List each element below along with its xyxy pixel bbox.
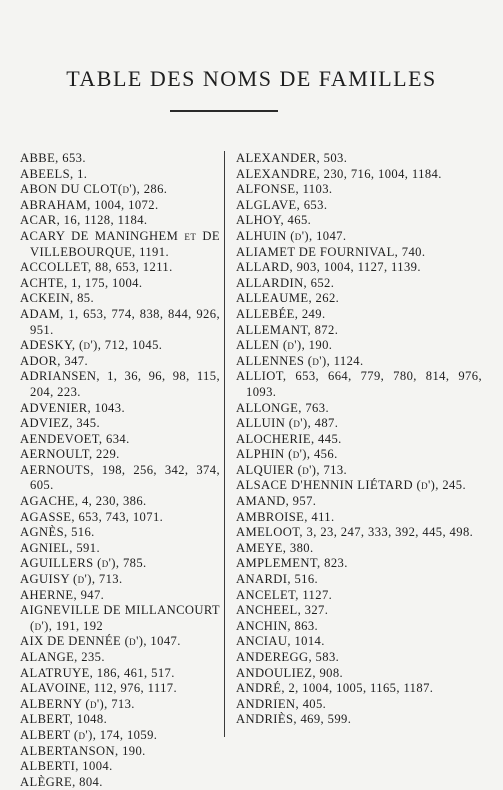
index-entry: ALEXANDER, 503. [236, 151, 348, 165]
index-entry: ALQUIER (d'), 713. [236, 462, 348, 477]
index-entry: ADAM, 1, 653, 774, 838, 844, 926, 951. [20, 306, 220, 337]
index-entry: ALBERT (d'), 174, 1059. [20, 727, 158, 742]
index-entry: ALBERTANSON, 190. [20, 743, 146, 758]
index-entry: ALBERT, 1048. [20, 712, 108, 727]
index-entry: ALLENNES (d'), 1124. [236, 353, 364, 368]
index-entry: ALLARD, 903, 1004, 1127, 1139. [236, 260, 421, 275]
index-entry: AMPLEMENT, 823. [236, 556, 348, 571]
index-entry: ACARY DE MANINGHEM et DE VILLEBOURQUE, 1191. [20, 228, 220, 259]
index-entry: ANDRIÈS, 469, 599. [236, 712, 352, 727]
index-entry: AGASSE, 653, 743, 1071. [20, 509, 164, 524]
index-entry: ALBERNY (d'), 713. [20, 696, 135, 711]
index-entry: ABEELS, 1. [20, 166, 88, 181]
index-entry: AGUILLERS (d'), 785. [20, 556, 147, 571]
column-divider [224, 151, 225, 737]
index-entry: ALBERTI, 1004. [20, 759, 113, 774]
index-entry: AERNOULT, 229. [20, 447, 120, 462]
page-title: TABLE DES NOMS DE FAMILLES [66, 66, 437, 91]
index-entry: ALHOY, 465. [236, 213, 312, 228]
index-entry: AGNIEL, 591. [20, 540, 100, 555]
right-index-column [236, 151, 482, 728]
index-entry: ALFONSE, 1103. [236, 182, 333, 197]
index-entry: AIGNEVILLE DE MILLANCOURT (d'), 191, 192 [20, 603, 220, 633]
index-entry: ANDRÉ, 2, 1004, 1005, 1165, 1187. [236, 681, 434, 696]
index-entry: ADESKY, (d'), 712, 1045. [20, 338, 163, 353]
left-index-column [20, 151, 220, 790]
index-entry: ALLEMANT, 872. [236, 322, 339, 337]
index-entry: ABBE, 653. [20, 151, 86, 165]
index-entry: ADOR, 347. [20, 353, 89, 368]
index-entry: ABRAHAM, 1004, 1072. [20, 197, 159, 212]
index-entry: ANDRIEN, 405. [236, 696, 327, 711]
index-entry: AHERNE, 947. [20, 587, 105, 602]
index-entry: ACCOLLET, 88, 653, 1211. [20, 260, 173, 275]
index-entry: ADVENIER, 1043. [20, 400, 125, 415]
index-entry: ANARDI, 516. [236, 572, 319, 587]
index-entry: ALANGE, 235. [20, 650, 105, 664]
index-entry: ANCELET, 1127. [236, 587, 333, 602]
index-entry: ALLUIN (d'), 487. [236, 416, 339, 431]
index-entry: ACKEIN, 85. [20, 291, 95, 306]
index-entry: ALOCHERIE, 445. [236, 431, 342, 446]
index-entry: ALLEBÉE, 249. [236, 306, 326, 321]
index-entry: ANDOULIEZ, 908. [236, 665, 344, 680]
index-entry: ACHTE, 1, 175, 1004. [20, 275, 143, 290]
index-entry: ALGLAVE, 653. [236, 197, 328, 212]
index-entry: ALIAMET DE FOURNIVAL, 740. [236, 244, 426, 259]
index-entry: AGUISY (d'), 713. [20, 572, 123, 587]
index-entry: ALAVOINE, 112, 976, 1117. [20, 681, 178, 696]
index-entry: ANCIAU, 1014. [236, 634, 325, 649]
index-entry: AGACHE, 4, 230, 386. [20, 494, 147, 509]
index-entry: ALSACE D'HENNIN LIÉTARD (d'), 245. [236, 478, 466, 493]
index-entry: AIX DE DENNÉE (d'), 1047. [20, 634, 181, 649]
index-entry: ALPHIN (d'), 456. [236, 447, 338, 462]
index-entry: AMBROISE, 411. [236, 509, 335, 524]
index-entry: ALLEN (d'), 190. [236, 338, 333, 353]
index-entry: ALLIOT, 653, 664, 779, 780, 814, 976, 1093. [236, 369, 482, 399]
index-entry: AGNÈS, 516. [20, 525, 95, 540]
index-entry: ALEXANDRE, 230, 716, 1004, 1184. [236, 166, 442, 181]
index-entry: ACAR, 16, 1128, 1184. [20, 213, 148, 228]
index-entry: ALLARDIN, 652. [236, 275, 335, 290]
index-entry: AMELOOT, 3, 23, 247, 333, 392, 445, 498. [236, 525, 474, 540]
index-entry: ALLEAUME, 262. [236, 291, 340, 306]
index-entry: ADRIANSEN, 1, 36, 96, 98, 115, 204, 223. [20, 369, 220, 399]
index-entry: ALATRUYE, 186, 461, 517. [20, 665, 175, 680]
index-entry: ADVIEZ, 345. [20, 416, 100, 431]
index-entry: ALÈGRE, 804. [20, 774, 103, 789]
title-underline [170, 110, 278, 112]
index-entry: ALHUIN (d'), 1047. [236, 228, 347, 243]
index-entry: ANDEREGG, 583. [236, 650, 340, 664]
index-entry: ALLONGE, 763. [236, 400, 329, 415]
index-entry: AENDEVOET, 634. [20, 431, 130, 446]
index-entry: AMAND, 957. [236, 494, 317, 509]
index-entry: ABON DU CLOT(d'), 286. [20, 182, 168, 197]
index-entry: ANCHEEL, 327. [236, 603, 329, 618]
index-entry: AERNOUTS, 198, 256, 342, 374, 605. [20, 462, 220, 493]
index-entry: ANCHIN, 863. [236, 618, 319, 633]
index-entry: AMEYE, 380. [236, 540, 314, 555]
